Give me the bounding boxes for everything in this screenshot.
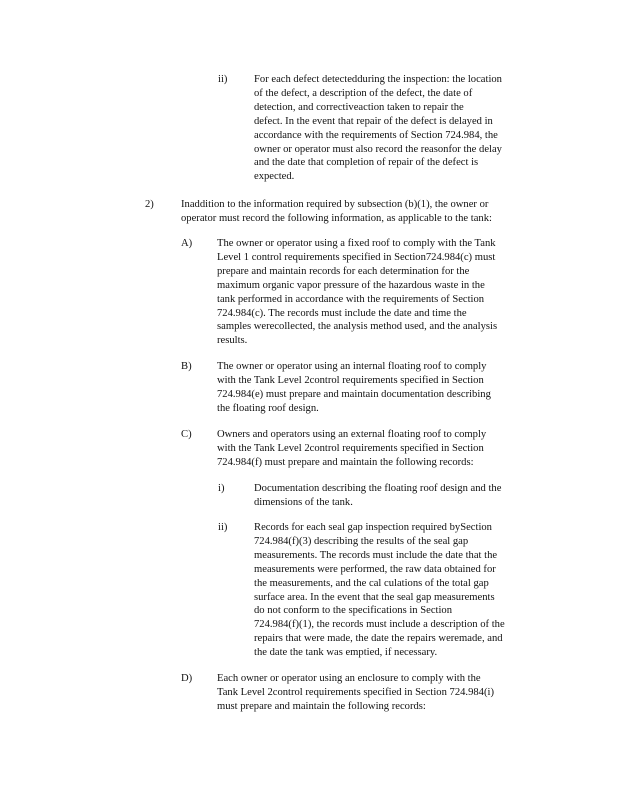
text-line: The owner or operator using a fixed roof to comply with the Tank xyxy=(217,238,496,249)
text-line: 724.984(c). The records must include the date and time the xyxy=(217,307,467,319)
text-line: with the Tank Level 2control requirements specified in Section xyxy=(217,442,484,454)
item-marker: B) xyxy=(181,361,192,372)
item-text xyxy=(181,198,533,226)
text-line: 724.984(f) must prepare and maintain the following records: xyxy=(217,456,474,468)
text-line: prepare and maintain records for each determination for the xyxy=(217,265,470,277)
text-line: and the date that completion of repair of the defect is xyxy=(254,157,479,169)
text-line: owner or operator must also record the reasonfor the delay xyxy=(254,143,502,155)
text-line: maximum organic vapor pressure of the hazardous waste in the xyxy=(217,279,485,291)
item-marker: A) xyxy=(181,238,193,249)
text-line: must prepare and maintain the following records: xyxy=(217,700,426,712)
text-line: surface area. In the event that the seal gap measurements xyxy=(254,591,495,603)
text-line: defect. In the event that repair of the defect is delayed in xyxy=(254,115,493,127)
text-line: Records for each seal gap inspection required bySection xyxy=(254,522,492,533)
text-line: 724.984(f)(1), the records must include a description of the xyxy=(254,619,505,631)
text-line: measurements. The records must include the date that the xyxy=(254,549,498,561)
text-line: measurements were performed, the raw data obtained for xyxy=(254,563,496,575)
item-marker: 2) xyxy=(145,199,154,210)
text-line: Owners and operators using an external floating roof to comply xyxy=(217,429,487,440)
text-line: samples werecollected, the analysis method used, and the analysis xyxy=(217,321,498,333)
item-text xyxy=(217,237,533,348)
text-line: do not conform to the specifications in Section xyxy=(254,605,453,617)
text-line: tank performed in accordance with the requirements of Section xyxy=(217,293,485,305)
item-marker: C) xyxy=(181,429,192,440)
item-marker: ii) xyxy=(218,522,228,533)
text-line: Tank Level 2control requirements specified in Section 724.984(i) xyxy=(217,686,494,698)
text-line: with the Tank Level 2control requirements specified in Section xyxy=(217,374,484,386)
item-text xyxy=(254,73,532,184)
item-marker: i) xyxy=(218,483,225,494)
text-line: Each owner or operator using an enclosure to comply with the xyxy=(217,673,481,684)
item-marker: D) xyxy=(181,673,193,684)
text-line: dimensions of the tank. xyxy=(254,496,353,508)
item-text xyxy=(217,360,533,416)
item-text xyxy=(254,521,534,660)
text-line: Inaddition to the information required by subsection (b)(1), the owner or xyxy=(181,199,489,210)
item-text xyxy=(217,672,533,714)
text-line: 724.984(e) must prepare and maintain documentation describing xyxy=(217,388,491,400)
text-line: For each defect detectedduring the inspection: the location xyxy=(254,74,502,85)
item-marker: ii) xyxy=(218,74,228,85)
text-line: accordance with the requirements of Section 724.984, the xyxy=(254,129,498,141)
text-line: The owner or operator using an internal floating roof to comply xyxy=(217,361,487,372)
text-line: the measurements, and the cal culations of the total gap xyxy=(254,577,489,589)
text-line: repairs that were made, the date the repairs weremade, and xyxy=(254,633,503,645)
text-line: detection, and correctiveaction taken to repair the xyxy=(254,101,464,113)
text-line: results. xyxy=(217,335,248,347)
text-line: the date the tank was emptied, if necessary. xyxy=(254,647,438,659)
text-line: operator must record the following information, as applicable to the tank: xyxy=(181,212,492,224)
item-text xyxy=(254,482,534,510)
text-line: of the defect, a description of the defect, the date of xyxy=(254,87,473,99)
text-line: Documentation describing the floating roof design and the xyxy=(254,483,502,494)
item-text xyxy=(217,428,533,470)
text-line: the floating roof design. xyxy=(217,402,319,414)
text-line: Level 1 control requirements specified in Section724.984(c) must xyxy=(217,251,496,263)
text-line: expected. xyxy=(254,171,295,183)
text-line: 724.984(f)(3) describing the results of the seal gap xyxy=(254,535,469,547)
